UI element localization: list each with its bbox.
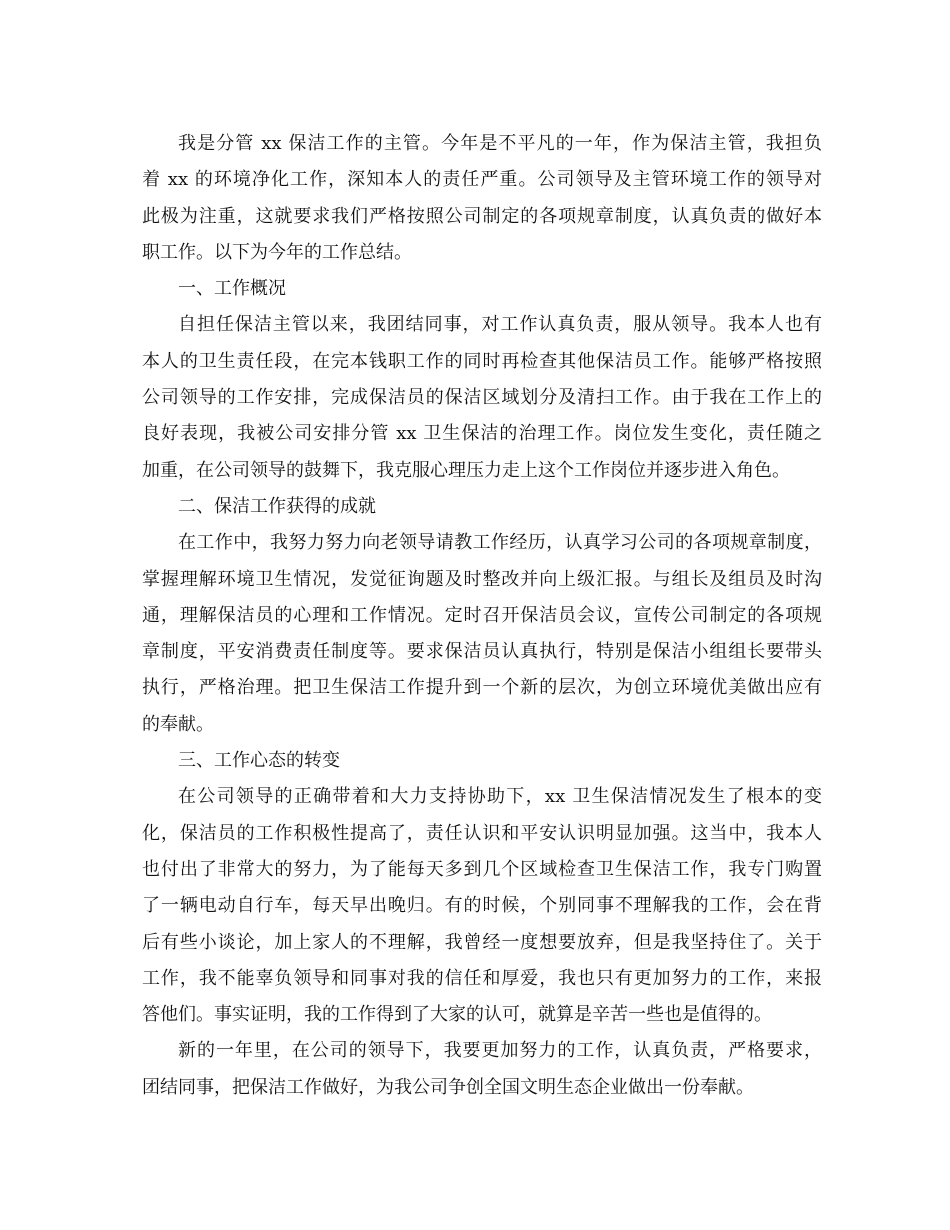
text-line: 职工作。以下为今年的工作总结。 <box>142 241 412 263</box>
text-line: 本人的卫生责任段，在完本钱职工作的同时再检查其他保洁员工作。能够严格按照 <box>142 350 822 372</box>
paragraph <box>142 126 822 271</box>
paragraph <box>142 1033 822 1106</box>
text-line: 良好表现，我被公司安排分管 xx 卫生保洁的治理工作。岗位发生变化，责任随之 <box>142 423 822 445</box>
text-line: 通，理解保洁员的心理和工作情况。定时召开保洁员会议，宣传公司制定的各项规 <box>142 604 822 626</box>
text-line: 公司领导的工作安排，完成保洁员的保洁区域划分及清扫工作。由于我在工作上的 <box>142 387 822 409</box>
text-line: 掌握理解环境卫生情况，发觉征询题及时整改并向上级汇报。与组长及组员及时沟 <box>142 568 822 590</box>
section-heading <box>142 489 822 525</box>
section-heading <box>142 743 822 779</box>
text-line: 加重，在公司领导的鼓舞下，我克服心理压力走上这个工作岗位并逐步进入角色。 <box>142 459 790 481</box>
text-line: 章制度，平安消费责任制度等。要求保洁员认真执行，特别是保洁小组组长要带头 <box>142 641 822 663</box>
text-line: 我是分管 xx 保洁工作的主管。今年是不平凡的一年，作为保洁主管，我担负 <box>178 133 822 154</box>
text-line: 三、工作心态的转变 <box>178 750 340 772</box>
section-heading <box>142 271 822 307</box>
paragraph <box>142 525 822 743</box>
text-line: 也付出了非常大的努力，为了能每天多到几个区域检查卫生保洁工作，我专门购置 <box>142 858 822 880</box>
text-line: 团结同事，把保洁工作做好，为我公司争创全国文明生态企业做出一份奉献。 <box>142 1076 754 1098</box>
text-line: 后有些小谈论，加上家人的不理解，我曾经一度想要放弃，但是我坚持住了。关于 <box>142 931 822 953</box>
document-body <box>142 126 822 1106</box>
text-line: 答他们。事实证明，我的工作得到了大家的认可，就算是辛苦一些也是值得的。 <box>142 1004 772 1026</box>
text-line: 二、保洁工作获得的成就 <box>178 495 376 517</box>
text-line: 着 xx 的环境净化工作，深知本人的责任严重。公司领导及主管环境工作的领导对 <box>142 169 822 191</box>
paragraph <box>142 307 822 488</box>
text-line: 一、工作概况 <box>178 278 286 300</box>
text-line: 化，保洁员的工作积极性提高了，责任认识和平安认识明显加强。这当中，我本人 <box>142 822 822 844</box>
text-line: 自担任保洁主管以来，我团结同事，对工作认真负责，服从领导。我本人也有 <box>178 314 822 336</box>
text-line: 工作，我不能辜负领导和同事对我的信任和厚爱，我也只有更加努力的工作，来报 <box>142 967 822 989</box>
text-line: 在工作中，我努力努力向老领导请教工作经历，认真学习公司的各项规章制度， <box>178 532 822 554</box>
paragraph <box>142 779 822 1033</box>
text-line: 执行，严格治理。把卫生保洁工作提升到一个新的层次，为创立环境优美做出应有 <box>142 677 822 699</box>
text-line: 新的一年里，在公司的领导下，我要更加努力的工作，认真负责，严格要求， <box>178 1040 822 1062</box>
text-line: 此极为注重，这就要求我们严格按照公司制定的各项规章制度，认真负责的做好本 <box>142 205 822 227</box>
text-line: 的奉献。 <box>142 713 214 735</box>
text-line: 了一辆电动自行车，每天早出晚归。有的时候，个别同事不理解我的工作，会在背 <box>142 895 822 917</box>
text-line: 在公司领导的正确带着和大力支持协助下，xx 卫生保洁情况发生了根本的变 <box>178 786 822 808</box>
